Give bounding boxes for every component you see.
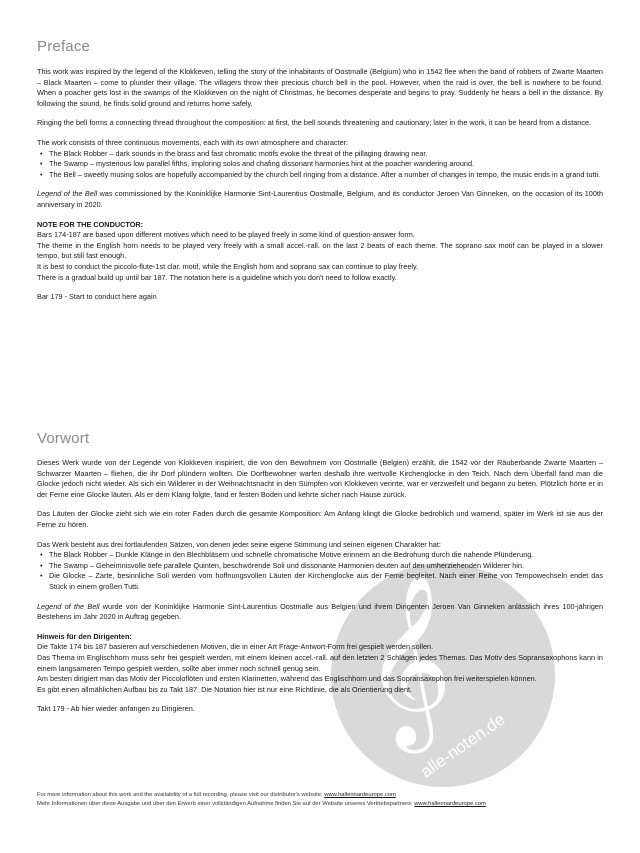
work-title: Legend of the Bell (37, 601, 100, 611)
preface-title: Preface (37, 38, 91, 55)
footer-line-english (37, 791, 617, 800)
vorwort-commission (37, 602, 603, 623)
list-item: • The Swamp – Geheimnisvolle tiefe parallele Quinten, beschwörende Soli und dissonante Harmonien deuten auf den umherziehenden Wilderer hin. (37, 561, 603, 572)
conductor-note-line: Das Thema im Englischhorn muss sehr frei gespielt werden, mit einem kleinen accel.-rall. auf den letzten 2 Schlägen jedes Themas. Das Motiv des Sopransaxophons kann in einem langsameren Tempo gespielt werden, sollte aber immer noch schnell genug sein. (37, 652, 603, 673)
conductor-note-heading: Hinweis für den Dirigenten: (37, 631, 132, 641)
commission-text: wurde von der Koninklijke Harmonie Sint-Laurentius Oostmalle aus Belgien und ihrem Dirigenten Jeroen Van Ginneken anlässlich ihres 100-jährigen Bestehens im Jahr 2020 in Auftrag gegeben. (37, 601, 603, 622)
conductor-note-line: Am besten dirigiert man das Motiv der Piccoloflöten und ersten Klarinetten, während das Englischhorn und das Sopransaxophon frei weiterspielen können. (37, 674, 537, 684)
footer-text: For more information about this work and the availability of a full recording, please visit our distributor's website: (37, 792, 325, 798)
preface-paragraph-3: The work consists of three continuous movements, each with its own atmosphere and character: (37, 137, 349, 147)
list-item: • The Swamp – mysterious low parallel fifths, imploring solos and chafing dissonant harmonies hint at the poacher wandering around. (37, 159, 603, 170)
footer-line-german (37, 800, 617, 809)
conductor-note-heading: NOTE FOR THE CONDUCTOR: (37, 219, 144, 229)
preface-paragraph-1: This work was inspired by the legend of the Klokkeven, telling the story of the inhabitants of Oostmalle (Belgium) who in 1542 flee when the band of robbers of Zwarte Maarten – Black Maarten – come to plunder their village. The villagers throw their precious church bell in the pool. However, when the raid is over, the bell is nowhere to be found. When a poacher gets lost in the swamps of the Klokkeven on the night of Christmas, he becomes desperate and begins to pray. Suddenly he hears a bell in the distance. By following the sound, he finds solid ground and returns home safely. (37, 67, 603, 108)
treble-clef-icon: 𝄞 (363, 572, 453, 746)
conductor-note-line: Die Takte 174 bis 187 basieren auf verschiedenen Motiven, die in einer Art Frage-Antwort-Form frei gespielt werden sollen. (37, 642, 434, 652)
conductor-note-line: Bars 174-187 are based upon different motives which need to be played freely in some kind of question-answer form. (37, 230, 415, 240)
preface-paragraph-2: Ringing the bell forms a connecting thread throughout the composition: at first, the bell sounds threatening and cautionary; later in the work, it can be heard from a distance. (37, 118, 592, 128)
list-item: • The Black Robber – dark sounds in the brass and fast chromatic motifs evoke the threat of the pillaging drawing near. (37, 149, 603, 160)
vorwort-movement-list (37, 550, 603, 592)
vorwort-paragraph-1: Dieses Werk wurde von der Legende von Klokkeven inspiriert, die von den Bewohnem von Oostmalle (Belgien) erzählt, die 1542 vor der Räuberbande Zwarte Maarten – Schwarzer Maarten – fliehen, die ihr Dorf plündern wollten. Die Dorfbewohner warfen deshalb ihre wertvolle Kirchenglocke in den Teich. Nach dem Überfall fand man die Glocke jedoch nicht wieder. Als sich ein Wilderer in der Weihnachtsnacht in den Sümpfen von Klokkeven verirrte, war er verzweifelt und begann zu beten. Plötzlich hörte er in der Ferne eine Glocke läuten. Als er dem Klang folgte, fand er festen Boden und kehrte sicher nach Hause zurück. (37, 458, 603, 499)
vorwort-title: Vorwort (37, 430, 90, 447)
preface-body (37, 67, 603, 303)
footer (37, 791, 617, 809)
conductor-note-line: Es gibt einen allmählichen Aufbau bis zu Takt 187. Die Notation hier ist nur eine Richtlinie, die als Orientierung dient. (37, 684, 413, 694)
commission-text: was commissioned by the Koninklijke Harmonie Sint-Laurentius Oostmalle, Belgium, and its conductor Jeroen Van Ginneken, on the occasion of its 100th anniversary in 2020. (37, 189, 603, 209)
conductor-note-line: The theme in the English horn needs to be played very freely with a small accel.-rall. on the last 2 beats of each theme. The soprano sax motif can be played in a slower tempo, but still fast enough. (37, 240, 603, 261)
list-item: • The Black Robber – Dunkle Klänge in den Blechbläsern und schnelle chromatische Motive erinnern an die Bedrohung durch die nahende Plünderung. (37, 550, 603, 561)
vorwort-paragraph-2: Das Läuten der Glocke zieht sich wie ein roter Faden durch die gesamte Komposition: Am Anfang klingt die Glocke bedrohlich und warnend, später im Werk ist sie aus der Ferne zu hören. (37, 509, 603, 529)
bar-note: Bar 179 - Start to conduct here again (37, 292, 157, 302)
footer-text: Mehr Informationen über diese Ausgabe und über den Erwerb einer vollständigen Aufnahme finden Sie auf der Website unseres Vertriebspartners: (37, 801, 415, 807)
bar-note: Takt 179 - Ab hier wieder anfangen zu Dirigieren. (37, 704, 195, 714)
distributor-link[interactable]: www.halleonardeurope.com (324, 792, 396, 798)
vorwort-body (37, 458, 603, 715)
work-title: Legend of the Bell (37, 189, 98, 199)
list-item: • The Bell – sweetly musing solos are hopefully accompanied by the church bell ringing from a distance. After a number of changes in tempo, the music ends in a grand tutti. (37, 170, 603, 181)
preface-movement-list (37, 149, 603, 181)
conductor-note-line: There is a gradual build up until bar 187. The notation here is a guideline which you don't need to follow exactly. (37, 272, 397, 282)
vorwort-paragraph-3: Das Werk besteht aus drei fortlaufenden Sätzen, von denen jeder seine eigene Stimmung und seinen eigenen Charakter hat: (37, 539, 441, 549)
list-item: • Die Glocke – Zarte, besinnliche Soli werden vom hoffnungsvollen Läuten der Kirchenglocke aus der Ferne begleitet. Nach einer Reihe von Tempowechseln endet das Stück in einem großen Tutti. (37, 571, 603, 592)
preface-commission (37, 189, 603, 210)
conductor-note-line: It is best to conduct the piccolo-flute-1st clar. motif, while the English horn and soprano sax can continue to play freely. (37, 261, 419, 271)
watermark-text: alle-noten.de (417, 709, 509, 782)
distributor-link[interactable]: www.halleonardeurope.com (414, 801, 486, 807)
